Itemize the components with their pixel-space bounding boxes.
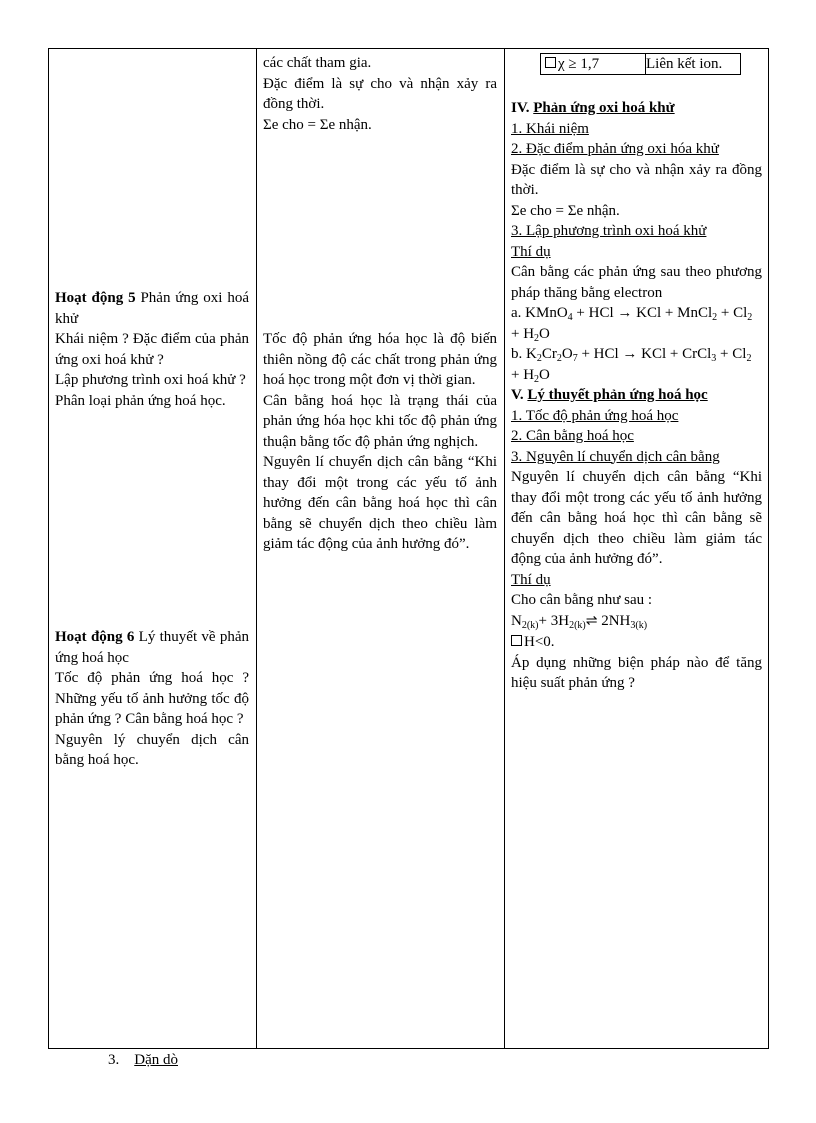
- text-paragraph: Nguyên lí chuyển dịch cân bằng “Khi thay đổi một trong các yếu tố ảnh hưởng đến cân bằng hoá học thì cân bằng sẽ chuyển dịch theo chiều làm giảm tác động của ảnh hưởng đó”.: [511, 469, 762, 567]
- chi-cell: [541, 54, 646, 74]
- subheading: 3. Lập phương trình oxi hoá khử: [511, 223, 707, 239]
- student-mid-text: [263, 329, 497, 555]
- example-label: Thí dụ: [511, 571, 551, 588]
- column-divider: [256, 49, 257, 1048]
- text-paragraph: Cân bằng các phản ứng sau theo phương pháp thăng bằng electron: [511, 264, 762, 301]
- footer-number: 3.: [108, 1052, 120, 1068]
- square-icon: [545, 57, 556, 68]
- equation-a: a. KMnO$_4$ + HCl → KCl + MnCl$_2$ + $Cl_2 + H_2O$: [511, 305, 753, 344]
- text-line: Σe cho = Σe nhận.: [511, 202, 620, 219]
- activity-5-question: Phân loại phản ứng hoá học.: [55, 392, 226, 409]
- chi-value: χ ≥ 1,7: [558, 56, 600, 72]
- section-iv-heading: IV. Phản ứng oxi hoá khử: [511, 100, 675, 116]
- text-line: Đặc điểm là sự cho và nhận xảy ra đồng thời.: [263, 75, 497, 112]
- lesson-table: [48, 48, 769, 1049]
- text-line: các chất tham gia.: [263, 55, 372, 71]
- bond-table: [540, 53, 741, 75]
- activity-5: [55, 288, 249, 411]
- subheading: 2. Đặc điểm phản ứng oxi hóa khử: [511, 141, 719, 157]
- delta-h: H<0.: [511, 632, 762, 653]
- example-label: Thí dụ: [511, 243, 551, 260]
- square-icon: [511, 635, 522, 646]
- activity-6-title: Lý thuyết về phản ứng hoá học: [55, 629, 249, 666]
- activity-5-heading: Hoạt động 5: [55, 290, 136, 306]
- subheading: 3. Nguyên lí chuyển dịch cân bằng: [511, 448, 720, 465]
- activity-6-question: Nguyên lý chuyển dịch cân bằng hoá học.: [55, 731, 249, 768]
- student-top-text: [263, 53, 497, 135]
- footer-item: [108, 1052, 178, 1069]
- footer-text: Dặn dò: [134, 1052, 178, 1068]
- activity-6-heading: Hoạt động 6: [55, 629, 135, 645]
- bond-cell: Liên kết ion.: [646, 56, 723, 72]
- text-paragraph: Đặc điểm là sự cho và nhận xảy ra đồng thời.: [511, 161, 762, 198]
- subheading: 1. Khái niệm: [511, 120, 589, 137]
- text-line: Cho cân bằng như sau :: [511, 592, 653, 608]
- activity-6-question: Tốc độ phản ứng hoá học ? Những yếu tố ảnh hưởng tốc độ phản ứng ? Cân bằng hoá học ?: [55, 670, 249, 727]
- text-paragraph: Nguyên lí chuyển dịch cân bằng “Khi thay đổi một trong các yếu tố ảnh hưởng đến cân bằng hoá học thì cân bằng sẽ chuyển dịch theo chiều làm giảm tác động của ảnh hưởng đó”.: [263, 454, 497, 552]
- activity-5-title: Phản ứng oxi hoá khử: [55, 290, 249, 327]
- subheading: 2. Cân bằng hoá học: [511, 428, 634, 444]
- equation-b: b. $K_2Cr_2O_7$ + HCl → KCl + CrCl$_3$ + $Cl_2 + H_2O$: [511, 346, 752, 385]
- activity-5-question: Khái niệm ? Đặc điểm của phản ứng oxi hoá khử ?: [55, 331, 249, 368]
- activity-6: [55, 627, 249, 771]
- text-line: Σe cho = Σe nhận.: [263, 116, 372, 133]
- equilibrium-equation: $N_{2(k)}+$ $3H_{2(k)}\rightleftharpoons$ $2NH_{3(k)}$: [511, 612, 648, 631]
- column-divider: [504, 49, 505, 1048]
- question-text: Áp dụng những biện pháp nào để tăng hiệu suất phản ứng ?: [511, 654, 762, 691]
- section-v-heading: V. Lý thuyết phản ứng hoá học: [511, 387, 708, 403]
- subheading: 1. Tốc độ phản ứng hoá học: [511, 407, 679, 424]
- text-paragraph: Tốc độ phản ứng hóa học là độ biến thiên nồng độ các chất trong phản ứng hoá học trong một đơn vị thời gian.: [263, 331, 497, 388]
- text-paragraph: Cân bằng hoá học là trạng thái của phản ứng hóa học khi tốc độ phản ứng thuận bằng tốc độ phản ứng nghịch.: [263, 392, 497, 450]
- content-body: [511, 98, 762, 694]
- activity-5-question: Lập phương trình oxi hoá khử ?: [55, 372, 246, 388]
